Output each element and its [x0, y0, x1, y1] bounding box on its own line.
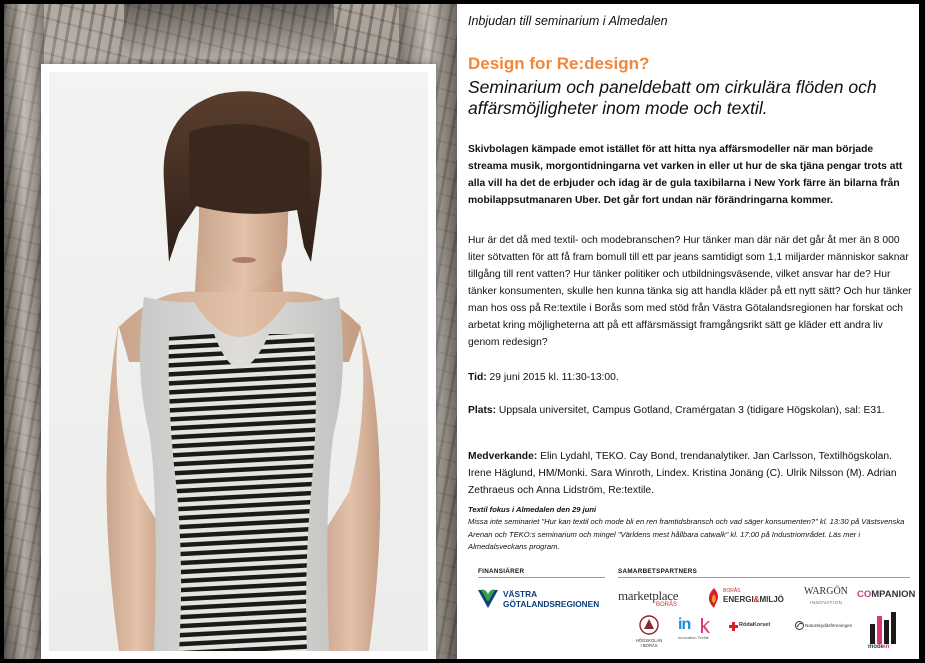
invitation-page [4, 4, 919, 659]
marketplace-sub: BORÅS [656, 602, 678, 608]
fabric-fold-left [4, 4, 44, 659]
companion-rest: MPANION [871, 589, 916, 600]
info-place-label: Plats: [468, 405, 497, 416]
energi-ampersand: & [753, 595, 760, 604]
wargon-text: WARGÖN [804, 586, 848, 597]
energi-sub: BORÅS [723, 588, 741, 594]
partners-divider [618, 577, 910, 578]
sponsors-section [464, 566, 916, 659]
info-place-value: Uppsala universitet, Campus Gotland, Cramérgatan 3 (tidigare Högskolan), sal: E31. [496, 405, 885, 416]
body-paragraph: Hur är det då med textil- och modebranschen? Hur tänker man där när det går åt mer än 8 000 liter sötvatten för att få fram bomull till ett par jeans samtidigt som 1,1 miljarder människor saknar tillgång till rent vatten? Hur tänker politiker och utbildningsväsende, vilket ansvar har de? Hur tänker konsumenten, skulle hen kunna tänka sig att handla kläder på ett nytt sätt? Och hur tänker man hos oss på Re:textile i Borås som med stöd från Västra Götalandsregionen har forskat och arbetat kring möjligheterna att på ett affärsmässigt framgångsrikt sätt ge kläder ett andra liv genom redesign? [468, 235, 912, 348]
in-word: in [884, 644, 890, 650]
hogskolan-boras-logo [632, 614, 666, 654]
model-photo-image [49, 72, 428, 651]
vgr-logo-text [503, 589, 599, 609]
innovation-textile-logo [678, 616, 712, 644]
focus-text: Missa inte seminariet "Hur kan textil och mode bli en ren framtidsbransch och vad säger konsumenten?" kl. 13:30 på Västsvenska Arenan och TEKO:s seminarium och mingel "Världens mest hållbara catwalk" kl. 17:00 på Industriområdet. Läs mer i Almedalsveckans program. [468, 517, 905, 551]
energi-flame-icon [707, 588, 721, 608]
marketplace-boras-logo [618, 588, 698, 608]
vgr-line2: GÖTALANDSREGIONEN [503, 599, 600, 609]
wargon-innovation-logo [804, 586, 854, 610]
nature-leaf-icon [795, 621, 804, 630]
mode-word: mode [868, 644, 885, 650]
vgr-line1: VÄSTRA [503, 589, 538, 599]
hogskolan-text [632, 638, 666, 648]
mode-in-text [868, 644, 889, 650]
info-time [468, 369, 914, 386]
mode-in-logo [868, 610, 904, 654]
marketplace-text: marketplace [618, 588, 679, 603]
companion-logo [857, 589, 915, 607]
boras-energi-miljo-logo [707, 588, 797, 610]
companion-prefix: CO [857, 589, 872, 600]
mode-bars-icon [868, 610, 898, 644]
lead-paragraph: Skivbolagen kämpade emot istället för att hitta nya affärsmodeller när man började streama musik, morgontidningarna vet varken in eller ut hur de ska tjäna pengar trots att alla vill ha det de erbjuder och idag är de gula taxibilarna i New York färre än bilarna från mobilappsutmanaren Uber. Det går fort undan när förändringarna kommer. [468, 144, 903, 206]
hogskolan-line2: I BORÅS [640, 643, 658, 648]
model-photo [41, 64, 436, 659]
info-time-value: 29 juni 2015 kl. 11:30-13:00. [486, 372, 619, 383]
page-subtitle: Seminarium och paneldebatt om cirkulära flöden och affärsmöjligheter inom mode och textil. [468, 77, 877, 118]
ink-sub: Innovation Textile [678, 635, 709, 640]
roda-korset-logo [729, 620, 779, 634]
focus-note [468, 504, 914, 553]
page-title: Design for Re:design? [468, 54, 650, 73]
background-textile-image [4, 4, 457, 659]
invite-heading: Inbjudan till seminarium i Almedalen [468, 14, 668, 28]
hogskolan-line1: HÖGSKOLAN [635, 638, 663, 643]
info-participants-label: Medverkande: [468, 451, 538, 462]
energi-word: ENERGI [723, 595, 754, 604]
energi-text [723, 595, 784, 604]
roda-korset-text: RödaKorset [739, 622, 771, 628]
financiers-divider [478, 577, 605, 578]
model-illustration [49, 72, 428, 651]
ink-k-icon [700, 618, 710, 634]
vgr-logo [476, 588, 606, 610]
miljo-word: MILJÖ [759, 595, 784, 604]
info-time-label: Tid: [468, 372, 487, 383]
invitation-text [464, 4, 916, 659]
red-cross-icon [729, 622, 738, 631]
focus-title: Textil fokus i Almedalen den 29 juni [468, 505, 597, 514]
ink-text: in [678, 616, 691, 633]
info-place [468, 402, 914, 419]
fabric-collar [124, 4, 334, 59]
naturskyddsforeningen-logo [795, 620, 865, 634]
wargon-sub: INNOVATION [810, 600, 843, 605]
hogskolan-crest-icon [632, 614, 666, 638]
naturskydd-text: Naturskyddsföreningen [805, 623, 853, 628]
vgr-emblem-icon [476, 588, 500, 610]
financiers-label: FINANSIÄRER [478, 568, 525, 575]
info-participants-value: Elin Lydahl, TEKO. Cay Bond, trendanalytiker. Jan Carlsson, Textilhögskolan. Irene Häglund, HM/Monki. Sara Winroth, Lindex. Kristina Jonäng (C). Ulrik Nilsson (M). Adrian Zethraeus och Anna Lidström, Re:textile. [468, 451, 897, 496]
info-participants [468, 448, 914, 499]
partners-label: SAMARBETSPARTNERS [618, 568, 698, 575]
